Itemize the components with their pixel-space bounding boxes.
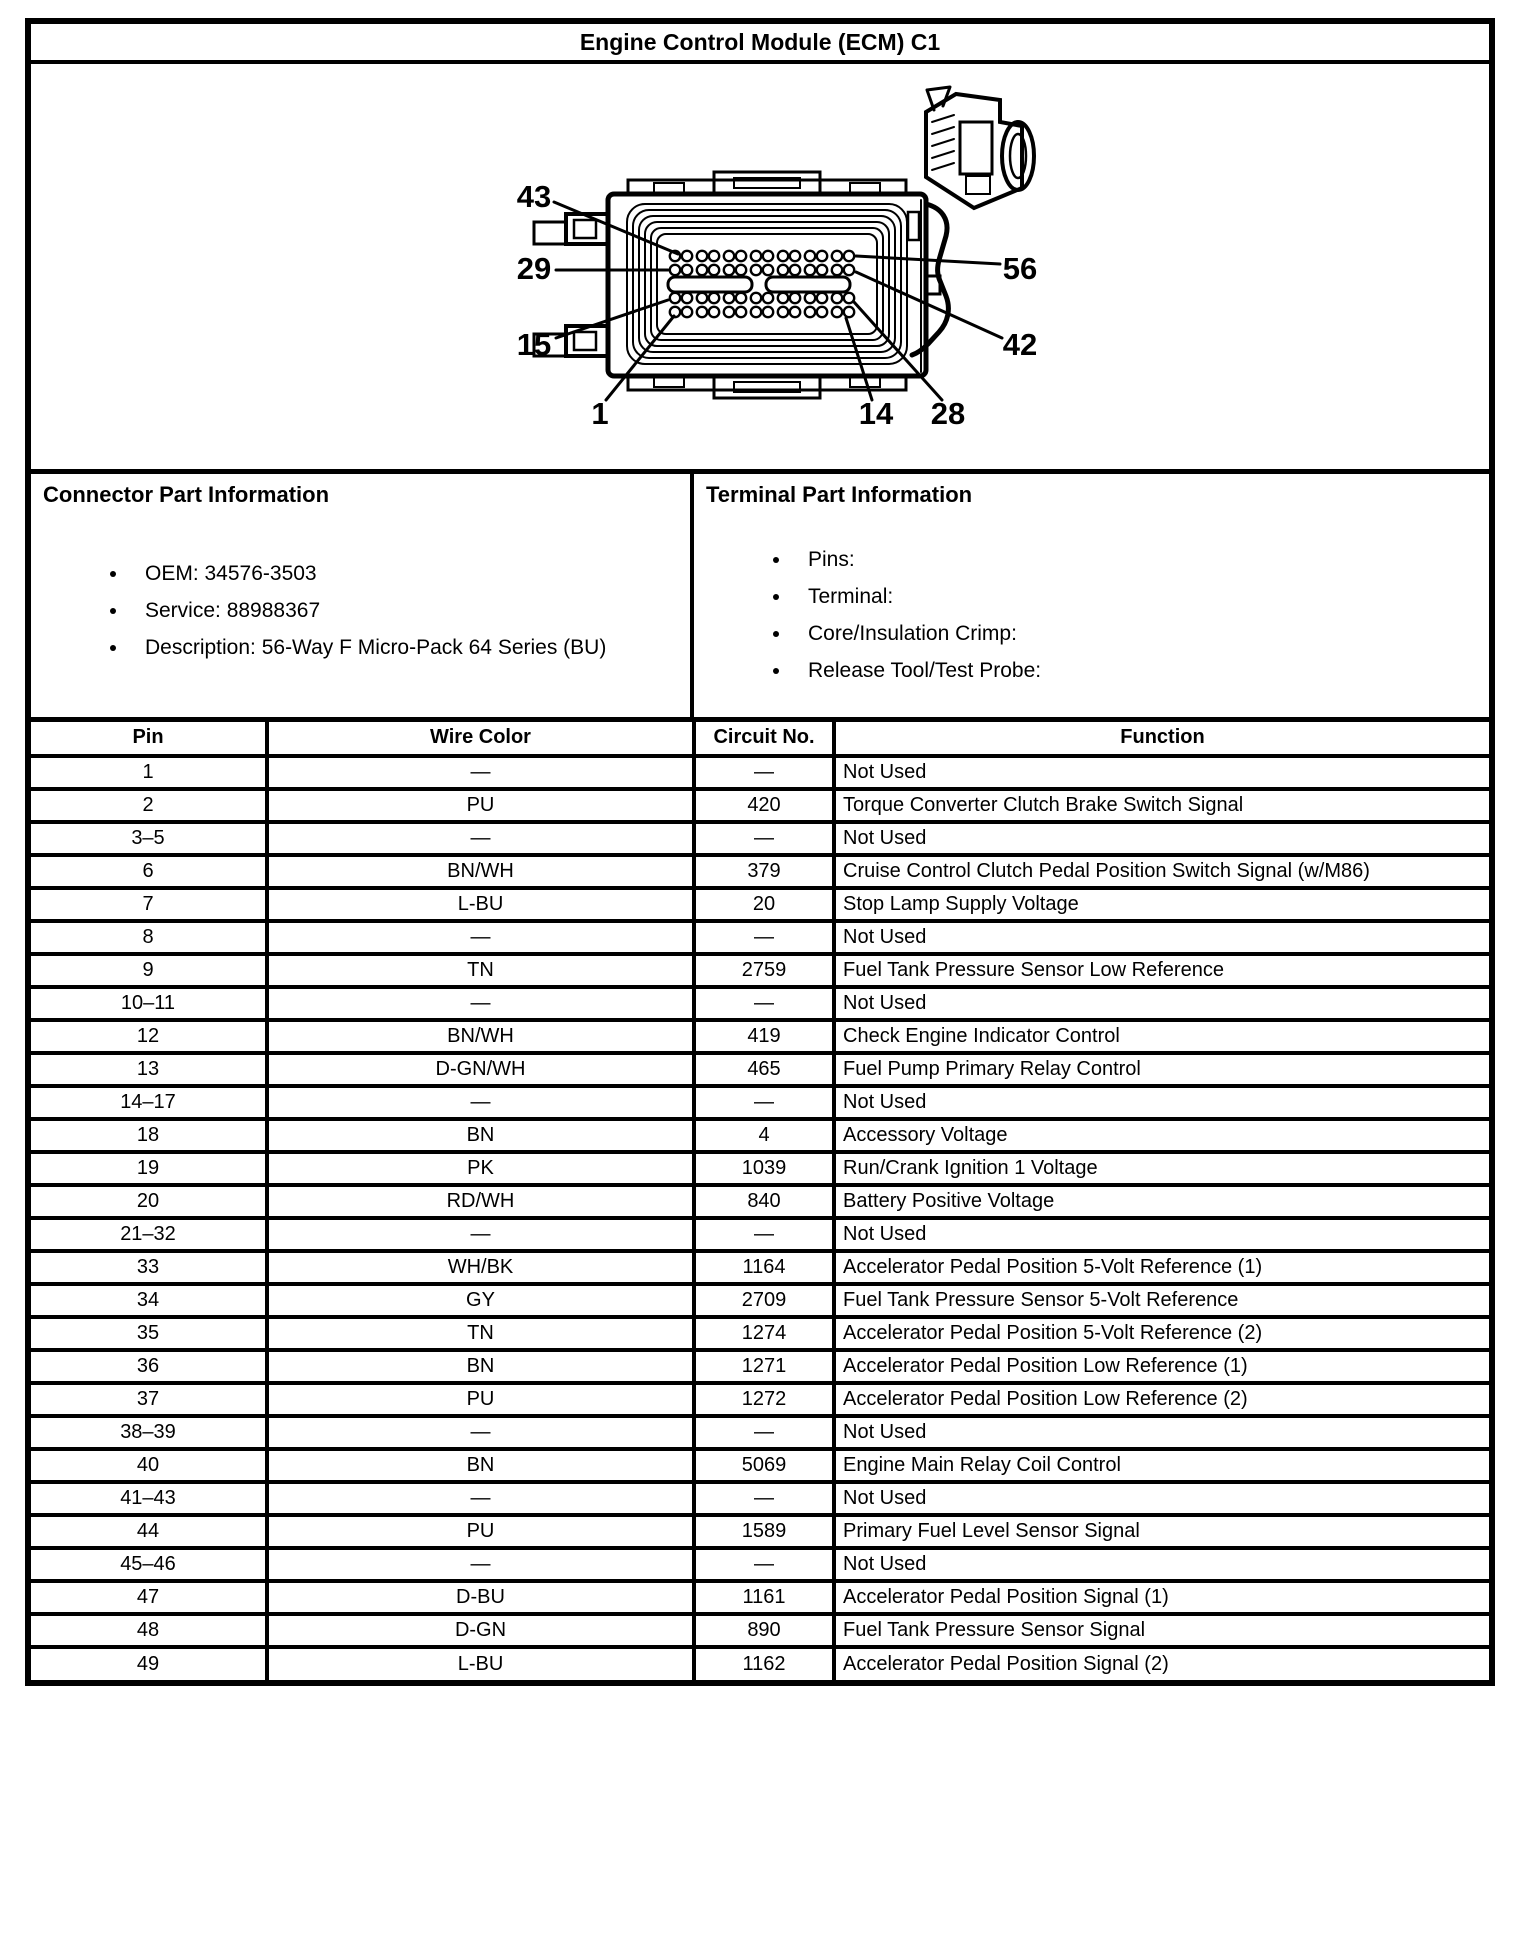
table-row xyxy=(31,1119,1489,1152)
pin-cell: 37 xyxy=(31,1383,267,1416)
connector-info-heading: Connector Part Information xyxy=(43,482,330,507)
pin-cell: 36 xyxy=(31,1350,267,1383)
connector-part-information xyxy=(31,474,690,717)
circuit-no-cell: 1272 xyxy=(694,1383,834,1416)
function-cell: Not Used xyxy=(834,756,1489,789)
pin-row-1-14 xyxy=(670,307,854,317)
pin-cell: 18 xyxy=(31,1119,267,1152)
wire-color-cell: — xyxy=(267,822,694,855)
table-row xyxy=(31,921,1489,954)
terminal-part-information xyxy=(690,474,1489,717)
circuit-no-cell: 1039 xyxy=(694,1152,834,1185)
wire-color-cell: L-BU xyxy=(267,888,694,921)
circuit-no-cell: 840 xyxy=(694,1185,834,1218)
pin-cell: 41–43 xyxy=(31,1482,267,1515)
connector-diagram-section xyxy=(31,64,1489,474)
table-row xyxy=(31,1482,1489,1515)
function-cell: Not Used xyxy=(834,921,1489,954)
table-row xyxy=(31,1581,1489,1614)
function-cell: Primary Fuel Level Sensor Signal xyxy=(834,1515,1489,1548)
circuit-no-cell: 4 xyxy=(694,1119,834,1152)
wire-color-cell: L-BU xyxy=(267,1647,694,1680)
wire-color-cell: BN/WH xyxy=(267,1020,694,1053)
wire-color-cell: — xyxy=(267,1218,694,1251)
table-row xyxy=(31,1053,1489,1086)
circuit-no-cell: 419 xyxy=(694,1020,834,1053)
wire-color-cell: — xyxy=(267,1482,694,1515)
callout-29: 29 xyxy=(516,251,552,286)
table-row xyxy=(31,987,1489,1020)
callout-15: 15 xyxy=(516,327,552,362)
wire-color-cell: BN xyxy=(267,1119,694,1152)
table-row xyxy=(31,1086,1489,1119)
function-cell: Accelerator Pedal Position Low Reference (2) xyxy=(834,1383,1489,1416)
circuit-no-cell: 2759 xyxy=(694,954,834,987)
circuit-no-cell: 20 xyxy=(694,888,834,921)
wire-color-cell: BN xyxy=(267,1350,694,1383)
function-cell: Accelerator Pedal Position Low Reference (1) xyxy=(834,1350,1489,1383)
terminal-info-item: • Pins: xyxy=(792,548,1479,572)
function-cell: Check Engine Indicator Control xyxy=(834,1020,1489,1053)
wire-color-cell: PU xyxy=(267,1383,694,1416)
callout-43: 43 xyxy=(516,179,552,214)
table-row xyxy=(31,1152,1489,1185)
function-cell: Stop Lamp Supply Voltage xyxy=(834,888,1489,921)
wire-color-cell: D-GN/WH xyxy=(267,1053,694,1086)
header-circuit-no: Circuit No. xyxy=(694,720,834,756)
circuit-no-cell: — xyxy=(694,1548,834,1581)
circuit-no-cell: — xyxy=(694,1416,834,1449)
connector-info-item: • OEM: 34576-3503 xyxy=(129,562,680,586)
header-pin: Pin xyxy=(31,720,267,756)
circuit-no-cell: 1274 xyxy=(694,1317,834,1350)
connector-face-diagram xyxy=(416,80,1246,470)
wire-color-cell: BN/WH xyxy=(267,855,694,888)
pin-row-15-28 xyxy=(670,293,854,303)
wire-color-cell: PU xyxy=(267,1515,694,1548)
header-function: Function xyxy=(834,720,1489,756)
function-cell: Not Used xyxy=(834,1416,1489,1449)
header-wire-color: Wire Color xyxy=(267,720,694,756)
wire-color-cell: — xyxy=(267,1548,694,1581)
callout-28: 28 xyxy=(930,396,966,431)
pin-cell: 44 xyxy=(31,1515,267,1548)
wire-color-cell: D-GN xyxy=(267,1614,694,1647)
callout-56: 56 xyxy=(1002,251,1038,286)
pin-cell: 13 xyxy=(31,1053,267,1086)
wire-color-cell: TN xyxy=(267,1317,694,1350)
function-cell: Cruise Control Clutch Pedal Position Switch Signal (w/M86) xyxy=(834,855,1489,888)
wire-color-cell: WH/BK xyxy=(267,1251,694,1284)
pin-cell: 35 xyxy=(31,1317,267,1350)
function-cell: Not Used xyxy=(834,1218,1489,1251)
function-cell: Accelerator Pedal Position Signal (2) xyxy=(834,1647,1489,1680)
terminal-info-heading: Terminal Part Information xyxy=(706,482,973,507)
circuit-no-cell: — xyxy=(694,921,834,954)
circuit-no-cell: 1161 xyxy=(694,1581,834,1614)
function-cell: Not Used xyxy=(834,1086,1489,1119)
wire-color-cell: GY xyxy=(267,1284,694,1317)
table-row xyxy=(31,1317,1489,1350)
pin-cell: 9 xyxy=(31,954,267,987)
function-cell: Not Used xyxy=(834,822,1489,855)
circuit-no-cell: — xyxy=(694,756,834,789)
pin-cell: 3–5 xyxy=(31,822,267,855)
table-row xyxy=(31,1614,1489,1647)
pin-cell: 7 xyxy=(31,888,267,921)
circuit-no-cell: 1271 xyxy=(694,1350,834,1383)
connector-info-item: • Service: 88988367 xyxy=(129,599,680,623)
wire-color-cell: TN xyxy=(267,954,694,987)
function-cell: Fuel Pump Primary Relay Control xyxy=(834,1053,1489,1086)
function-cell: Accelerator Pedal Position 5-Volt Reference (1) xyxy=(834,1251,1489,1284)
circuit-no-cell: 379 xyxy=(694,855,834,888)
pin-cell: 2 xyxy=(31,789,267,822)
pin-cell: 45–46 xyxy=(31,1548,267,1581)
wire-color-cell: D-BU xyxy=(267,1581,694,1614)
page-title: Engine Control Module (ECM) C1 xyxy=(31,24,1489,64)
terminal-info-list xyxy=(706,548,1479,683)
circuit-no-cell: 1589 xyxy=(694,1515,834,1548)
pin-cell: 34 xyxy=(31,1284,267,1317)
function-cell: Torque Converter Clutch Brake Switch Signal xyxy=(834,789,1489,822)
pin-cell: 10–11 xyxy=(31,987,267,1020)
function-cell: Not Used xyxy=(834,1548,1489,1581)
table-row xyxy=(31,1350,1489,1383)
table-row xyxy=(31,954,1489,987)
circuit-no-cell: 890 xyxy=(694,1614,834,1647)
table-row xyxy=(31,789,1489,822)
circuit-no-cell: 465 xyxy=(694,1053,834,1086)
function-cell: Battery Positive Voltage xyxy=(834,1185,1489,1218)
table-row xyxy=(31,1647,1489,1680)
terminal-info-item: • Release Tool/Test Probe: xyxy=(792,659,1479,683)
connector-info-list xyxy=(43,562,680,660)
terminal-info-item: • Terminal: xyxy=(792,585,1479,609)
circuit-no-cell: 1164 xyxy=(694,1251,834,1284)
wire-color-cell: — xyxy=(267,921,694,954)
callout-42: 42 xyxy=(1002,327,1038,362)
wire-color-cell: BN xyxy=(267,1449,694,1482)
table-row xyxy=(31,1284,1489,1317)
pin-cell: 48 xyxy=(31,1614,267,1647)
table-row xyxy=(31,855,1489,888)
circuit-no-cell: 2709 xyxy=(694,1284,834,1317)
pinout-header-row xyxy=(31,720,1489,756)
table-row xyxy=(31,1416,1489,1449)
table-row xyxy=(31,822,1489,855)
function-cell: Accelerator Pedal Position Signal (1) xyxy=(834,1581,1489,1614)
function-cell: Not Used xyxy=(834,1482,1489,1515)
pin-cell: 14–17 xyxy=(31,1086,267,1119)
terminal-info-item: • Core/Insulation Crimp: xyxy=(792,622,1479,646)
pin-cell: 20 xyxy=(31,1185,267,1218)
function-cell: Fuel Tank Pressure Sensor Signal xyxy=(834,1614,1489,1647)
table-row xyxy=(31,1185,1489,1218)
pin-cell: 40 xyxy=(31,1449,267,1482)
pin-cell: 38–39 xyxy=(31,1416,267,1449)
connector-3d-inset xyxy=(926,87,1034,208)
circuit-no-cell: — xyxy=(694,1086,834,1119)
wire-color-cell: — xyxy=(267,1416,694,1449)
table-row xyxy=(31,888,1489,921)
pin-row-29-42 xyxy=(670,265,854,275)
pin-cell: 33 xyxy=(31,1251,267,1284)
pin-cell: 49 xyxy=(31,1647,267,1680)
circuit-no-cell: 1162 xyxy=(694,1647,834,1680)
table-row xyxy=(31,1515,1489,1548)
pinout-table xyxy=(31,717,1489,1680)
pin-cell: 21–32 xyxy=(31,1218,267,1251)
circuit-no-cell: — xyxy=(694,1218,834,1251)
wire-color-cell: PK xyxy=(267,1152,694,1185)
pin-cell: 6 xyxy=(31,855,267,888)
pin-field xyxy=(668,251,854,317)
function-cell: Fuel Tank Pressure Sensor 5-Volt Reference xyxy=(834,1284,1489,1317)
part-information-section xyxy=(31,474,1489,717)
pin-cell: 8 xyxy=(31,921,267,954)
wire-color-cell: — xyxy=(267,756,694,789)
circuit-no-cell: 420 xyxy=(694,789,834,822)
table-row xyxy=(31,1218,1489,1251)
circuit-no-cell: 5069 xyxy=(694,1449,834,1482)
pin-row-43-56 xyxy=(670,251,854,261)
function-cell: Accelerator Pedal Position 5-Volt Reference (2) xyxy=(834,1317,1489,1350)
function-cell: Fuel Tank Pressure Sensor Low Reference xyxy=(834,954,1489,987)
function-cell: Accessory Voltage xyxy=(834,1119,1489,1152)
circuit-no-cell: — xyxy=(694,1482,834,1515)
wire-color-cell: PU xyxy=(267,789,694,822)
pin-cell: 1 xyxy=(31,756,267,789)
wire-color-cell: RD/WH xyxy=(267,1185,694,1218)
pin-cell: 12 xyxy=(31,1020,267,1053)
function-cell: Run/Crank Ignition 1 Voltage xyxy=(834,1152,1489,1185)
table-row xyxy=(31,1251,1489,1284)
function-cell: Not Used xyxy=(834,987,1489,1020)
table-row xyxy=(31,1383,1489,1416)
wire-color-cell: — xyxy=(267,1086,694,1119)
pin-cell: 47 xyxy=(31,1581,267,1614)
wire-color-cell: — xyxy=(267,987,694,1020)
circuit-no-cell: — xyxy=(694,987,834,1020)
circuit-no-cell: — xyxy=(694,822,834,855)
connector-info-item: • Description: 56-Way F Micro-Pack 64 Series (BU) xyxy=(129,636,680,660)
table-row xyxy=(31,1449,1489,1482)
callout-14: 14 xyxy=(858,396,894,431)
callout-1: 1 xyxy=(591,396,609,431)
ecm-connector-doc xyxy=(25,18,1495,1686)
table-row xyxy=(31,1548,1489,1581)
function-cell: Engine Main Relay Coil Control xyxy=(834,1449,1489,1482)
table-row xyxy=(31,756,1489,789)
table-row xyxy=(31,1020,1489,1053)
pin-cell: 19 xyxy=(31,1152,267,1185)
